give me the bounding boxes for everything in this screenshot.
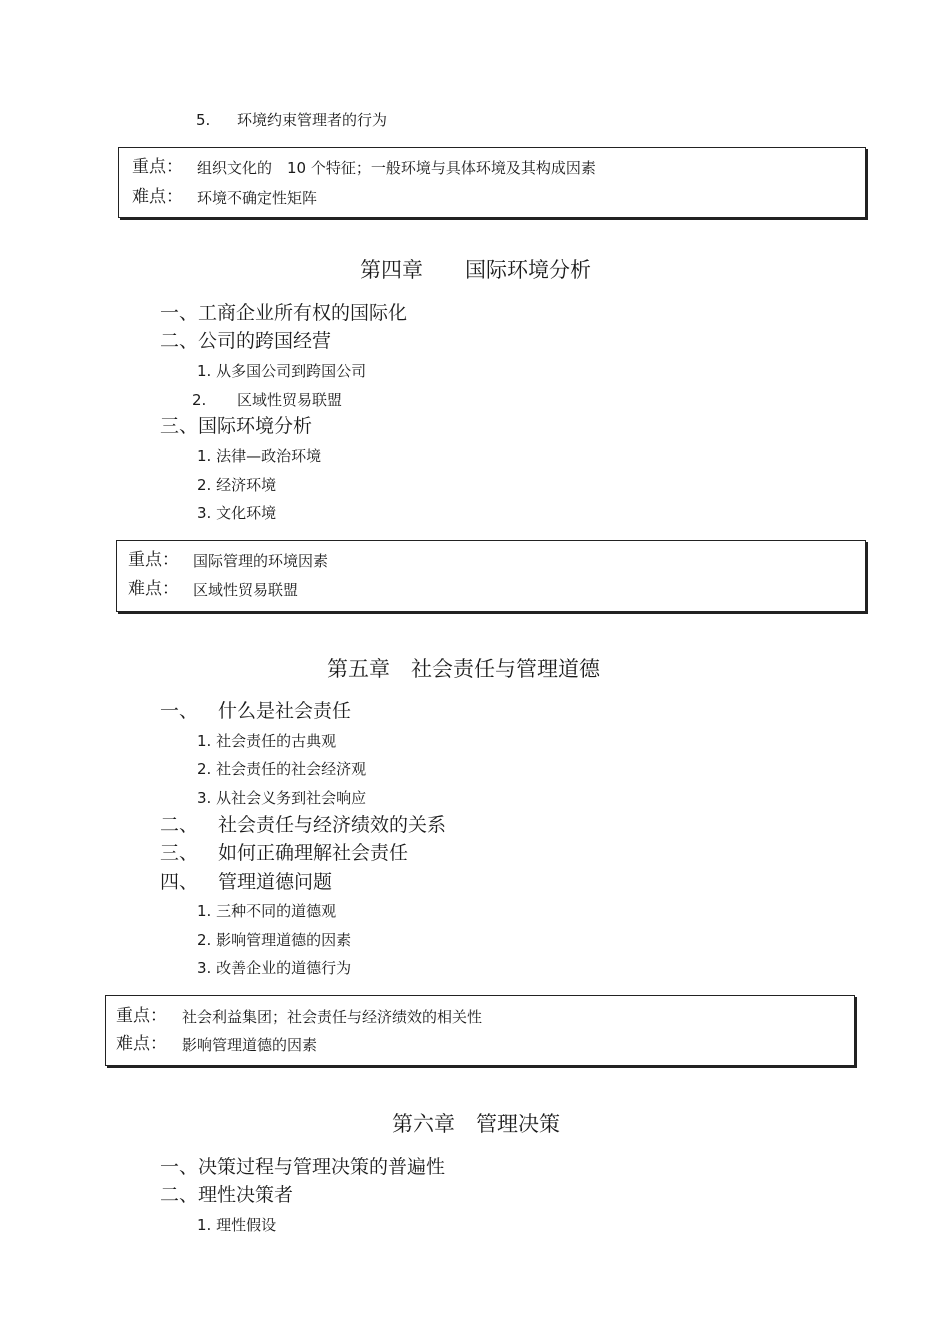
subsection-item: 1. 社会责任的古典观 bbox=[197, 732, 337, 750]
section-heading: 二、公司的跨国经营 bbox=[160, 330, 332, 352]
list-number: 5. bbox=[196, 111, 211, 129]
key-points-box bbox=[105, 995, 855, 1066]
difficulty-label: 难点： bbox=[132, 187, 183, 207]
subsection-item: 3. 从社会义务到社会响应 bbox=[197, 789, 367, 807]
subsection-item: 2. 影响管理道德的因素 bbox=[197, 931, 352, 949]
key-label: 重点： bbox=[128, 550, 179, 570]
subsection-item: 2. 社会责任的社会经济观 bbox=[197, 760, 367, 778]
section-heading: 二、理性决策者 bbox=[160, 1184, 294, 1206]
key-label: 重点： bbox=[132, 157, 183, 177]
subsection-item: 1. 理性假设 bbox=[197, 1216, 277, 1234]
subsection-item: 3. 文化环境 bbox=[197, 504, 277, 522]
difficulty-label: 难点： bbox=[116, 1034, 167, 1054]
section-heading: 如何正确理解社会责任 bbox=[218, 842, 409, 864]
key-points-box bbox=[116, 540, 866, 612]
key-points-box bbox=[118, 147, 866, 218]
list-number: 2. bbox=[192, 391, 207, 409]
subsection-item: 1. 从多国公司到跨国公司 bbox=[197, 362, 367, 380]
subsection-item: 区域性贸易联盟 bbox=[237, 391, 343, 409]
section-heading: 三、国际环境分析 bbox=[160, 415, 313, 437]
key-text: 国际管理的环境因素 bbox=[193, 552, 329, 570]
section-heading: 管理道德问题 bbox=[218, 871, 333, 893]
difficulty-label: 难点： bbox=[128, 579, 179, 599]
section-number: 四、 bbox=[160, 871, 199, 893]
chapter-title: 第五章 社会责任与管理道德 bbox=[327, 657, 600, 681]
subsection-item: 1. 三种不同的道德观 bbox=[197, 902, 337, 920]
section-heading: 一、工商企业所有权的国际化 bbox=[160, 302, 408, 324]
key-text: 社会利益集团；社会责任与经济绩效的相关性 bbox=[182, 1008, 483, 1026]
section-number: 三、 bbox=[160, 842, 199, 864]
subsection-item: 3. 改善企业的道德行为 bbox=[197, 959, 352, 977]
difficulty-text: 影响管理道德的因素 bbox=[182, 1036, 318, 1054]
chapter-title: 第六章 管理决策 bbox=[392, 1112, 560, 1136]
section-number: 二、 bbox=[160, 814, 199, 836]
subsection-item: 2. 经济环境 bbox=[197, 476, 277, 494]
subsection-item: 1. 法律—政治环境 bbox=[197, 447, 322, 465]
chapter-title: 第四章 国际环境分析 bbox=[360, 258, 591, 282]
key-label: 重点： bbox=[116, 1006, 167, 1026]
section-heading: 一、决策过程与管理决策的普遍性 bbox=[160, 1156, 446, 1178]
section-heading: 什么是社会责任 bbox=[218, 700, 352, 722]
section-heading: 社会责任与经济绩效的关系 bbox=[218, 814, 447, 836]
list-item: 环境约束管理者的行为 bbox=[237, 111, 388, 129]
key-text: 组织文化的 10 个特征；一般环境与具体环境及其构成因素 bbox=[197, 159, 596, 177]
difficulty-text: 区域性贸易联盟 bbox=[193, 581, 299, 599]
difficulty-text: 环境不确定性矩阵 bbox=[197, 189, 318, 207]
section-number: 一、 bbox=[160, 700, 199, 722]
